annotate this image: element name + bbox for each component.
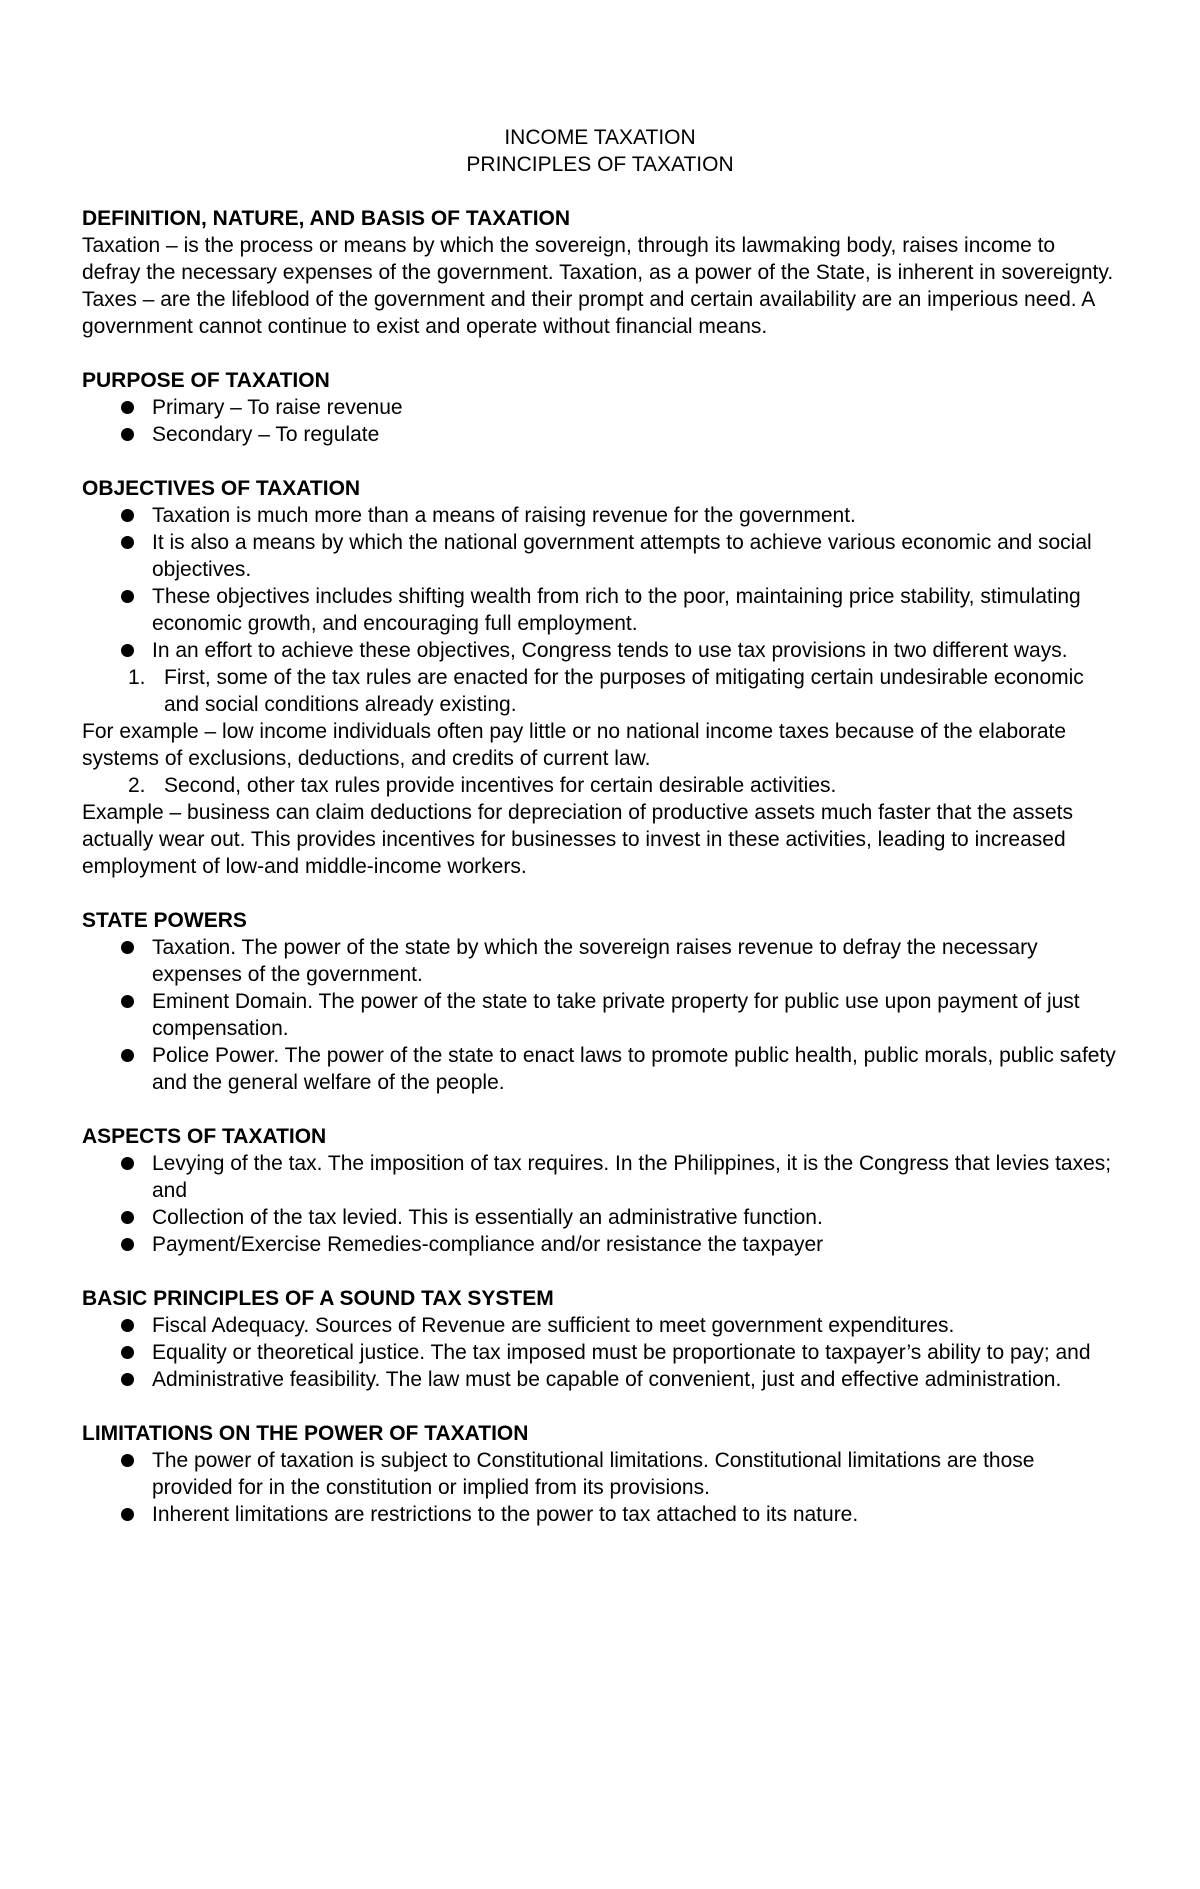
paragraph-example-2: Example – business can claim deductions for depreciation of productive assets much faster that the assets actually wear out. This provides incentives for businesses to invest in these activities, leading to increased employment of low-and middle-income workers. xyxy=(82,801,1074,878)
numbered-list-second xyxy=(82,772,1118,799)
list-item xyxy=(82,502,1118,529)
list-item-text: Police Power. The power of the state to enact laws to promote public health, public morals, public safety and the general welfare of the people. xyxy=(152,1044,1116,1094)
bullet-icon xyxy=(121,1238,134,1251)
bullet-list-purpose xyxy=(82,394,1118,448)
list-item xyxy=(82,934,1118,988)
bullet-icon xyxy=(121,1211,134,1224)
list-item-text: Inherent limitations are restrictions to the power to tax attached to its nature. xyxy=(152,1503,859,1526)
list-item-text: Payment/Exercise Remedies-compliance and/or resistance the taxpayer xyxy=(152,1233,824,1256)
section-objectives xyxy=(82,475,1118,880)
section-heading-state-powers: STATE POWERS xyxy=(82,909,247,932)
list-item-text: Equality or theoretical justice. The tax imposed must be proportionate to taxpayer’s ability to pay; and xyxy=(152,1341,1091,1364)
section-limitations xyxy=(82,1420,1118,1528)
numbered-list-first xyxy=(82,664,1118,718)
list-item-text: It is also a means by which the national government attempts to achieve various economic and social objectives. xyxy=(152,531,1092,581)
paragraph-taxation-definition: Taxation – is the process or means by which the sovereign, through its lawmaking body, raises income to defray the necessary expenses of the government. Taxation, as a power of the State, is inherent in sovereignty. xyxy=(82,234,1114,284)
list-item-text: These objectives includes shifting wealth from rich to the poor, maintaining price stability, stimulating economic growth, and encouraging full employment. xyxy=(152,585,1081,635)
bullet-icon xyxy=(121,1049,134,1062)
bullet-icon xyxy=(121,1373,134,1386)
bullet-list-state-powers xyxy=(82,934,1118,1096)
bullet-icon xyxy=(121,428,134,441)
bullet-icon xyxy=(121,1508,134,1521)
document-title: INCOME TAXATION xyxy=(504,126,696,149)
section-heading-definition: DEFINITION, NATURE, AND BASIS OF TAXATION xyxy=(82,207,571,230)
section-heading-limitations: LIMITATIONS ON THE POWER OF TAXATION xyxy=(82,1422,529,1445)
list-item-text: Primary – To raise revenue xyxy=(152,396,403,419)
bullet-list-aspects xyxy=(82,1150,1118,1258)
list-item-text: Taxation is much more than a means of raising revenue for the government. xyxy=(152,504,856,527)
section-heading-objectives: OBJECTIVES OF TAXATION xyxy=(82,477,361,500)
bullet-icon xyxy=(121,1319,134,1332)
list-item-text: Eminent Domain. The power of the state to take private property for public use upon payment of just compensation. xyxy=(152,990,1080,1040)
list-item-text: The power of taxation is subject to Constitutional limitations. Constitutional limitations are those provided for in the constitution or implied from its provisions. xyxy=(152,1449,1035,1499)
section-state-powers xyxy=(82,907,1118,1096)
bullet-icon xyxy=(121,536,134,549)
list-item xyxy=(82,1204,1118,1231)
list-item-text: Administrative feasibility. The law must be capable of convenient, just and effective administration. xyxy=(152,1368,1062,1391)
numbered-item-text: Second, other tax rules provide incentives for certain desirable activities. xyxy=(164,774,837,797)
list-item xyxy=(82,394,1118,421)
list-item xyxy=(82,1312,1118,1339)
list-item xyxy=(82,988,1118,1042)
list-item-text: Secondary – To regulate xyxy=(152,423,380,446)
list-item xyxy=(82,1339,1118,1366)
item-number: 2. xyxy=(128,774,146,797)
paragraph-example-1: For example – low income individuals often pay little or no national income taxes because of the elaborate systems of exclusions, deductions, and credits of current law. xyxy=(82,720,1067,770)
document-subtitle: PRINCIPLES OF TAXATION xyxy=(466,153,734,176)
bullet-icon xyxy=(121,644,134,657)
section-basic-principles xyxy=(82,1285,1118,1393)
bullet-icon xyxy=(121,401,134,414)
numbered-item xyxy=(82,664,1118,718)
list-item xyxy=(82,1150,1118,1204)
bullet-list-basic-principles xyxy=(82,1312,1118,1393)
item-number: 1. xyxy=(128,666,146,689)
list-item-text: Fiscal Adequacy. Sources of Revenue are sufficient to meet government expenditures. xyxy=(152,1314,955,1337)
list-item xyxy=(82,1366,1118,1393)
section-heading-aspects: ASPECTS OF TAXATION xyxy=(82,1125,327,1148)
bullet-icon xyxy=(121,1157,134,1170)
section-purpose xyxy=(82,367,1118,448)
list-item xyxy=(82,1447,1118,1501)
bullet-icon xyxy=(121,509,134,522)
section-definition xyxy=(82,205,1118,340)
section-aspects xyxy=(82,1123,1118,1258)
list-item-text: Collection of the tax levied. This is essentially an administrative function. xyxy=(152,1206,823,1229)
list-item xyxy=(82,1231,1118,1258)
list-item xyxy=(82,637,1118,664)
section-heading-purpose: PURPOSE OF TAXATION xyxy=(82,369,330,392)
bullet-list-objectives xyxy=(82,502,1118,664)
bullet-icon xyxy=(121,1454,134,1467)
bullet-icon xyxy=(121,995,134,1008)
bullet-list-limitations xyxy=(82,1447,1118,1528)
section-heading-basic-principles: BASIC PRINCIPLES OF A SOUND TAX SYSTEM xyxy=(82,1287,554,1310)
list-item-text: In an effort to achieve these objectives, Congress tends to use tax provisions in two different ways. xyxy=(152,639,1068,662)
bullet-icon xyxy=(121,1346,134,1359)
list-item xyxy=(82,421,1118,448)
document-title-block xyxy=(82,124,1118,178)
numbered-item xyxy=(82,772,1118,799)
list-item-text: Levying of the tax. The imposition of tax requires. In the Philippines, it is the Congress that levies taxes; and xyxy=(152,1152,1112,1202)
list-item xyxy=(82,1042,1118,1096)
list-item xyxy=(82,529,1118,583)
paragraph-taxes-definition: Taxes – are the lifeblood of the government and their prompt and certain availability are an imperious need. A government cannot continue to exist and operate without financial means. xyxy=(82,288,1095,338)
numbered-item-text: First, some of the tax rules are enacted for the purposes of mitigating certain undesirable economic and social conditions already existing. xyxy=(164,666,1084,716)
list-item xyxy=(82,583,1118,637)
list-item-text: Taxation. The power of the state by which the sovereign raises revenue to defray the necessary expenses of the government. xyxy=(152,936,1038,986)
bullet-icon xyxy=(121,590,134,603)
list-item xyxy=(82,1501,1118,1528)
bullet-icon xyxy=(121,941,134,954)
